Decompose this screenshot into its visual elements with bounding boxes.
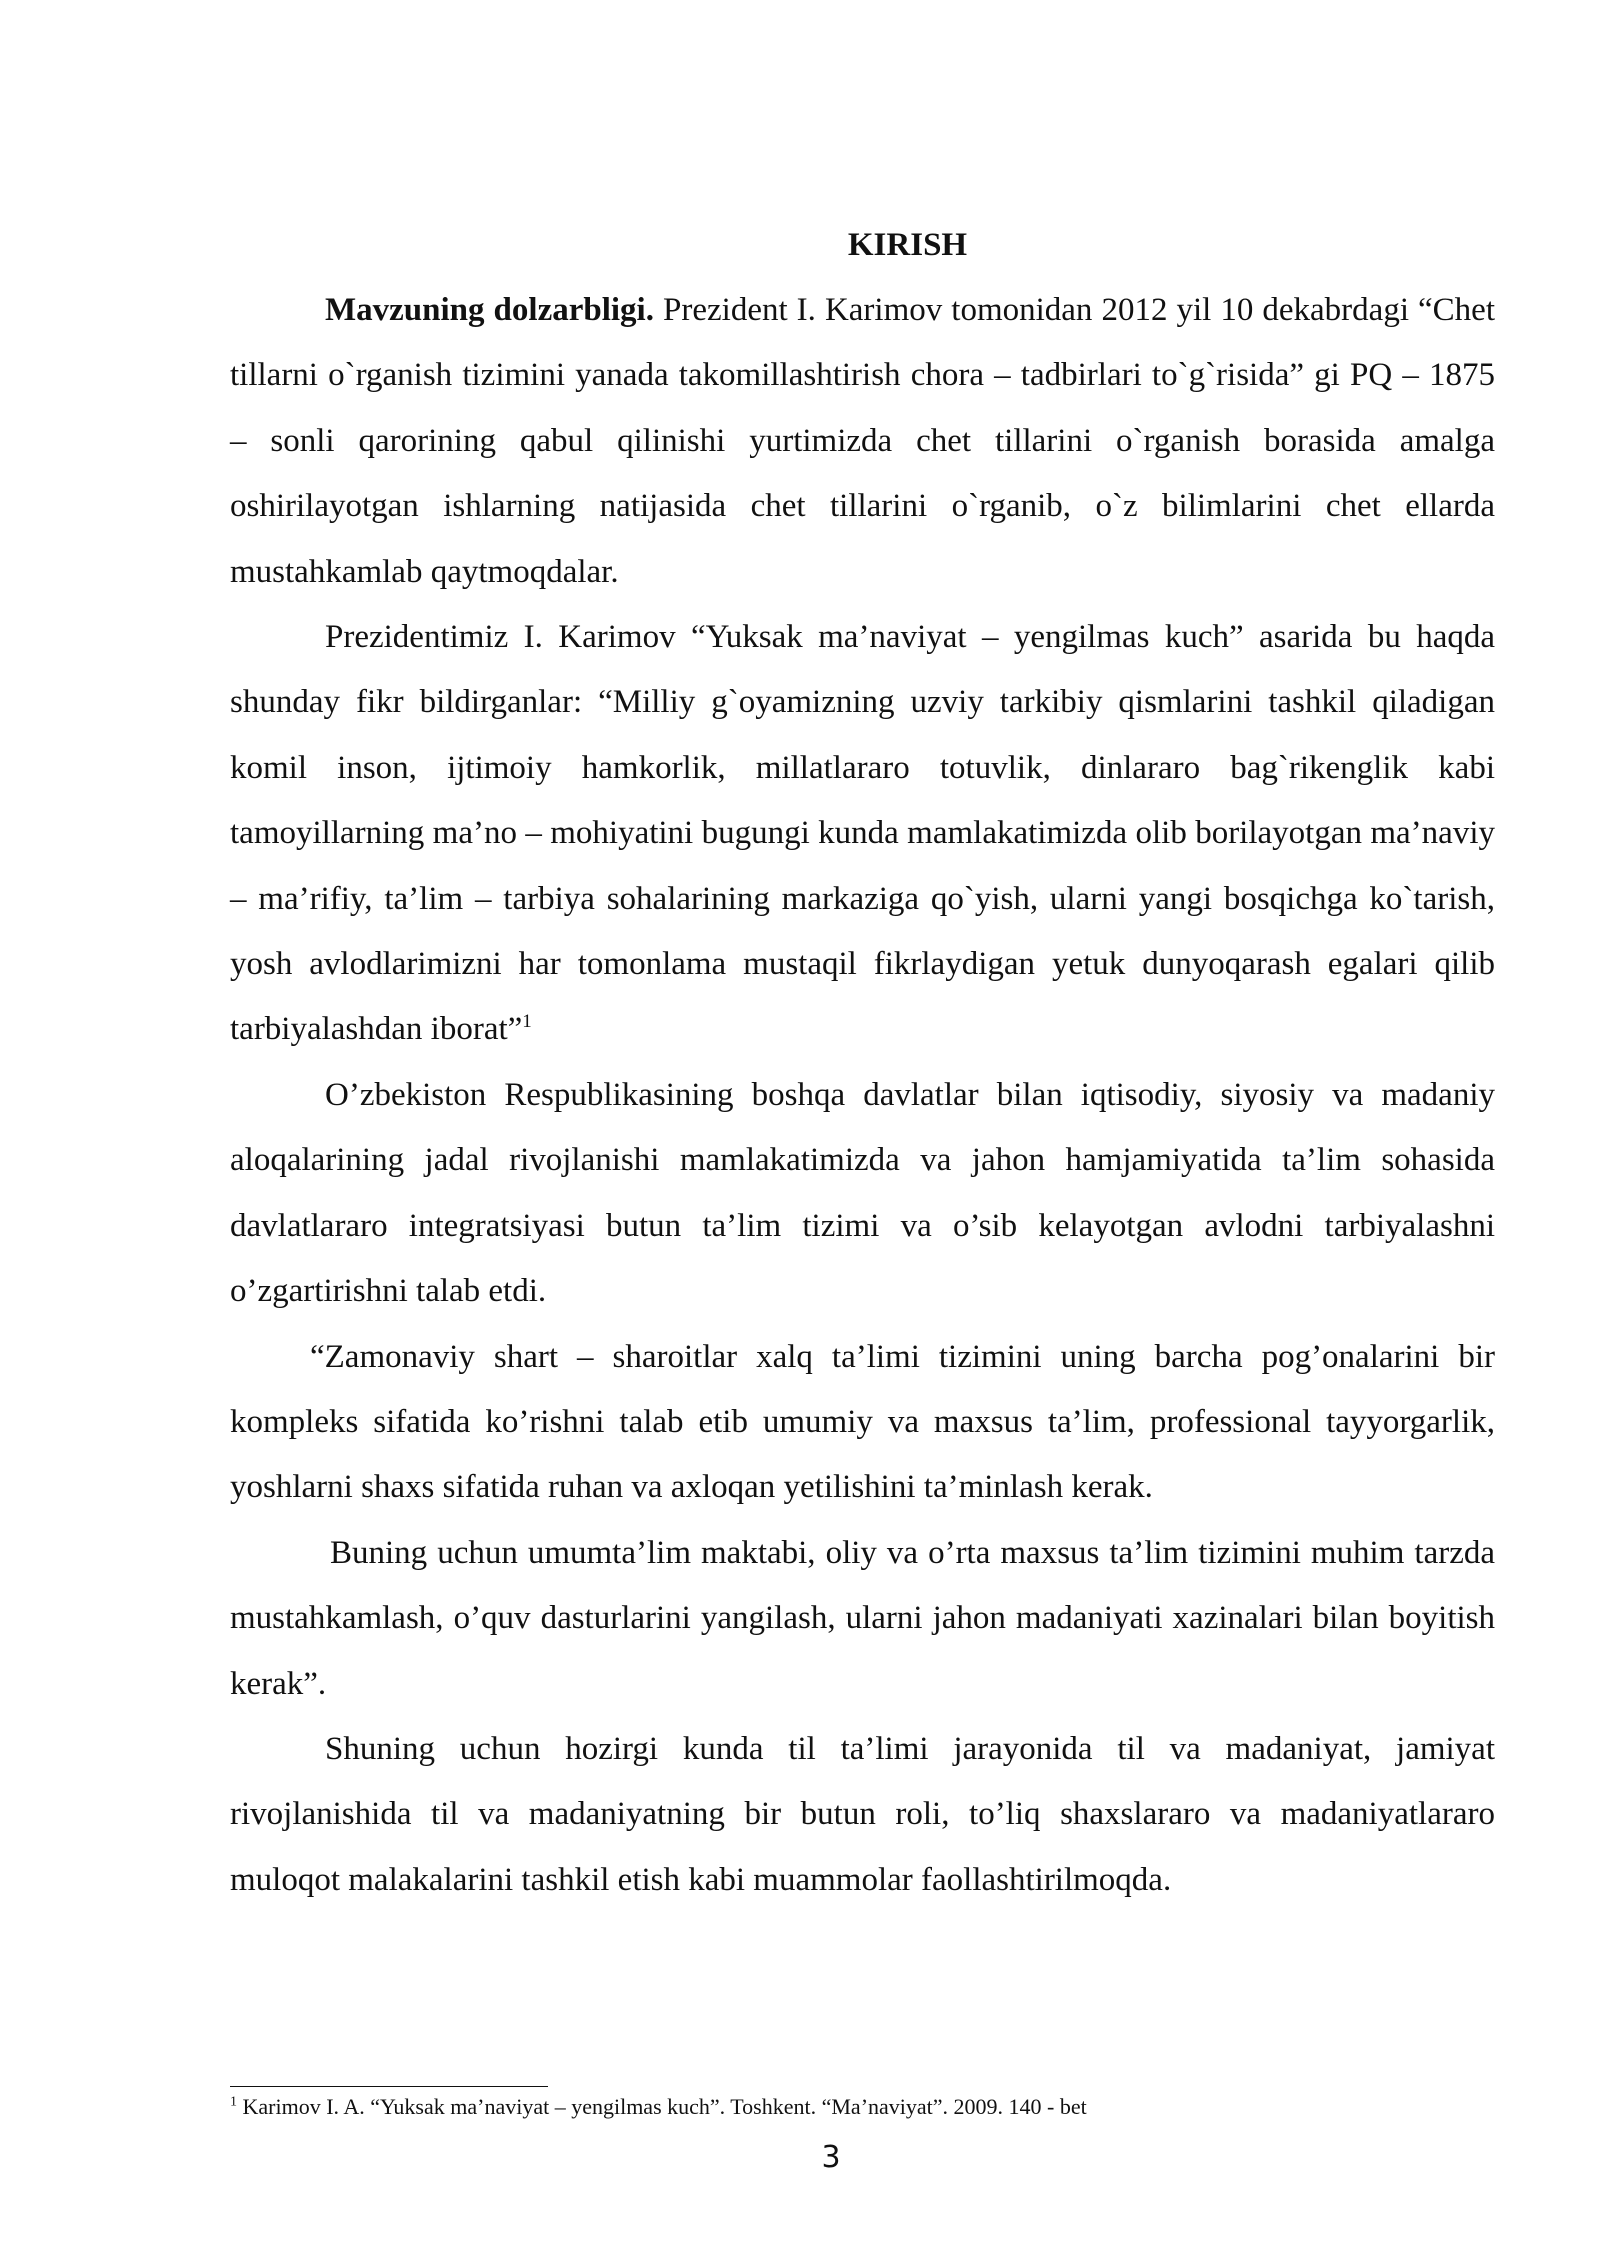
footnote-number: 1 [230,2094,237,2110]
paragraph-quote-karimov [230,605,1495,1063]
paragraph-lead: Mavzuning dolzarbligi. [325,292,654,328]
footnote-separator [230,2086,548,2087]
footnote-text: Karimov I. A. “Yuksak ma’naviyat – yengilmas kuch”. Toshkent. “Ma’naviyat”. 2009. 140 - bet [242,2094,1087,2119]
paragraph-text: Prezident I. Karimov tomonidan 2012 yil 10 dekabrdagi “Chet tillarni o`rganish tizimini yanada takomillashtirish chora – tadbirlari to`g`risida” gi PQ – 1875 – sonli qarorining qabul qilinishi yurtimizda chet tillarini o`rganish borasida amalga oshirilayotgan ishlarning natijasida chet tillarini o`rganib, o`z bilimlarini chet ellarda mustahkamlab qaytmoqdalar. [230,292,1495,590]
page-number: 3 [821,2140,841,2175]
page-title: KIRISH [847,227,968,263]
paragraph-text: “Zamonaviy shart – sharoitlar xalq ta’limi tizimini uning barcha pog’onalarini bir kompleks sifatida ko’rishni talab etib umumiy va maxsus ta’lim, professional tayyorgarlik, yoshlarni shaxs sifatida ruhan va axloqan yetilishini ta’minlash kerak. [230,1338,1495,1506]
paragraph-text: Shuning uchun hozirgi kunda til ta’limi jarayonida til va madaniyat, jamiyat rivojlanishida til va madaniyatning bir butun roli, to’liq shaxslararo va madaniyatlararo muloqot malakalarini tashkil etish kabi muammolar faollashtirilmoqda. [230,1730,1495,1898]
footnote-reference[interactable]: 1 [522,1011,532,1033]
footnote [230,2092,1495,2122]
paragraph-language-culture [230,1717,1495,1913]
paragraph-strengthening [230,1521,1495,1717]
paragraph-text: Prezidentimiz I. Karimov “Yuksak ma’naviyat – yengilmas kuch” asarida bu haqda shunday fikr bildirganlar: “Milliy g`oyamizning uzviy tarkibiy qismlarini tashkil qiladigan komil inson, ijtimoiy hamkorlik, millatlararo totuvlik, dinlararo bag`rikenglik kabi tamoyillarning ma’no – mohiyatini bugungi kunda mamlakatimizda olib borilayotgan ma’naviy – ma’rifiy, ta’lim – tarbiya sohalarining markaziga qo`yish, ularni yangi bosqichga ko`tarish, yosh avlodlarimizni har tomonlama mustaqil fikrlaydigan yetuk dunyoqarash egalari qilib tarbiyalashdan iborat” [230,619,1495,1048]
document-body [230,212,1495,1913]
paragraph-modern-conditions [230,1325,1495,1521]
paragraph-integration [230,1063,1495,1325]
paragraph-text: O’zbekiston Respublikasining boshqa davlatlar bilan iqtisodiy, siyosiy va madaniy aloqalarining jadal rivojlanishi mamlakatimizda va jahon hamjamiyatida ta’lim sohasida davlatlararo integratsiyasi butun ta’lim tizimi va o’sib kelayotgan avlodni tarbiyalashni o’zgartirishni talab etdi. [230,1076,1495,1310]
paragraph-text: Buning uchun umumta’lim maktabi, oliy va o’rta maxsus ta’lim tizimini muhim tarzda mustahkamlash, o’quv dasturlarini yangilash, ularni jahon madaniyati xazinalari bilan boyitish kerak”. [230,1534,1495,1702]
paragraph-relevance [230,278,1495,605]
